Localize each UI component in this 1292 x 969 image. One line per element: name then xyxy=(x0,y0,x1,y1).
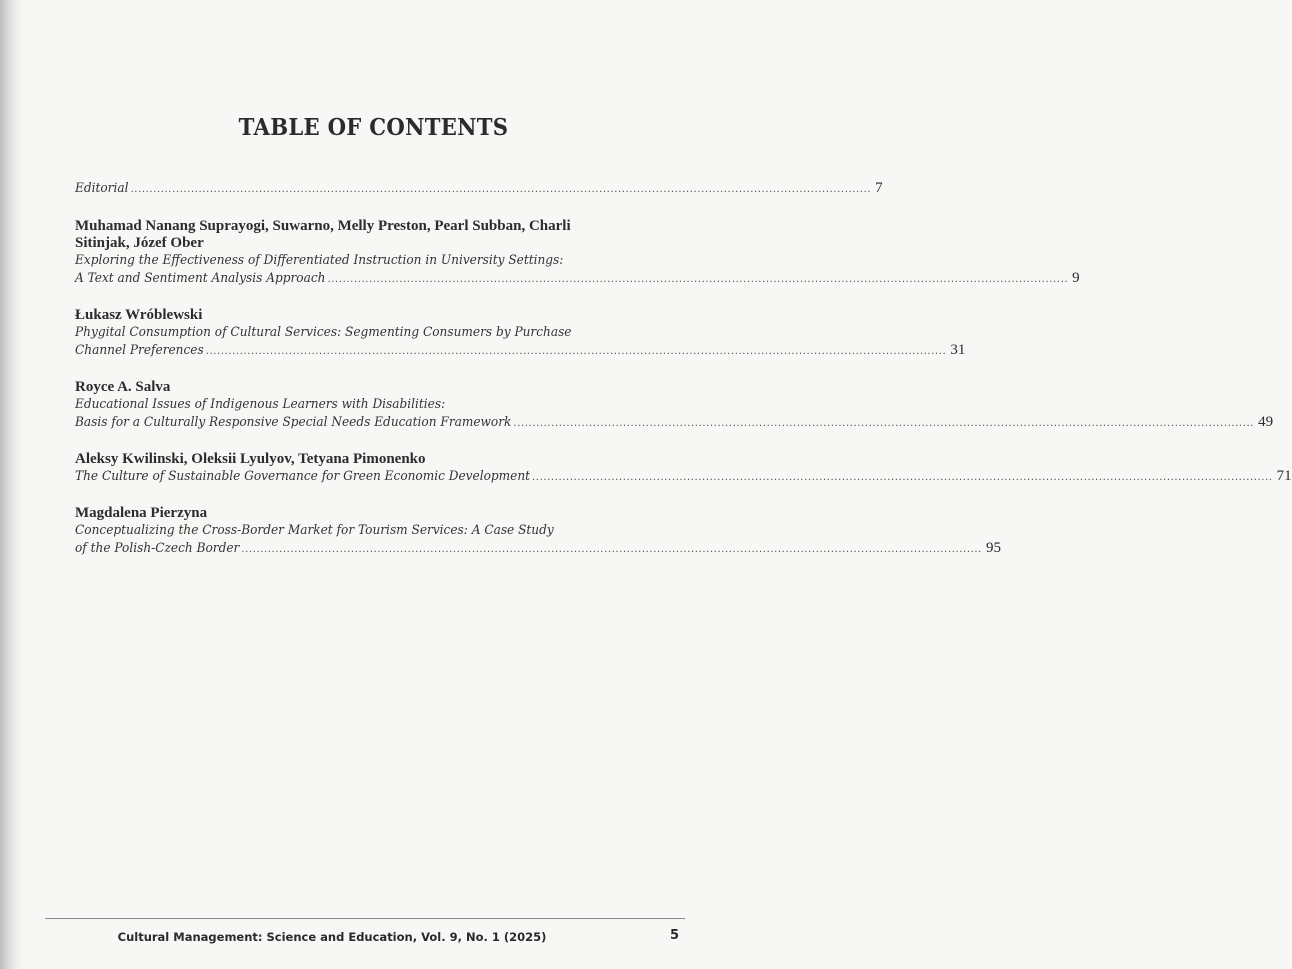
toc-page-number: 49 xyxy=(1258,414,1274,430)
toc-title-line: Exploring the Effectiveness of Differentiated Instruction in University Settings: xyxy=(75,253,564,268)
dot-leader: .................................................................................................................................................................................................... xyxy=(327,274,1069,285)
toc-authors: Muhamad Nanang Suprayogi, Suwarno, Melly Preston, Pearl Subban, Charli Sitinjak, Józef Ober xyxy=(75,218,571,251)
toc-page-number: 71 xyxy=(1276,468,1292,484)
toc-entry-editorial[interactable] xyxy=(75,180,883,198)
toc-authors: Aleksy Kwilinski, Oleksii Lyulyov, Tetyana Pimonenko xyxy=(75,451,426,467)
toc-entry-title: The Culture of Sustainable Governance for Green Economic Development xyxy=(75,469,531,484)
toc-entry-article[interactable] xyxy=(75,218,1080,288)
toc-authors: Magdalena Pierzyna xyxy=(75,505,208,521)
toc-entry-article[interactable] xyxy=(75,307,966,360)
footer-page-number: 5 xyxy=(669,928,679,943)
dot-leader: .................................................................................................................................................................................................... xyxy=(205,346,947,357)
table-of-contents xyxy=(75,180,1292,577)
toc-entry-title: Editorial xyxy=(75,181,129,196)
toc-entry-article[interactable] xyxy=(75,505,1001,558)
dot-leader: .................................................................................................................................................................................................... xyxy=(513,418,1255,429)
toc-page-number: 9 xyxy=(1072,270,1080,286)
toc-entry-title: A Text and Sentiment Analysis Approach xyxy=(75,271,326,286)
toc-entry-line xyxy=(75,270,1080,288)
toc-authors: Łukasz Wróblewski xyxy=(75,307,203,323)
toc-entry-title: Basis for a Culturally Responsive Special Needs Education Framework xyxy=(75,415,512,430)
toc-page-number: 7 xyxy=(875,180,883,196)
toc-title-line: Phygital Consumption of Cultural Services: Segmenting Consumers by Purchase xyxy=(75,325,572,340)
toc-entry-line xyxy=(75,342,966,360)
toc-title-line: Educational Issues of Indigenous Learners with Disabilities: xyxy=(75,397,446,412)
toc-page-number: 95 xyxy=(985,540,1001,556)
toc-entry-title: of the Polish-Czech Border xyxy=(75,541,240,556)
dot-leader: .................................................................................................................................................................................................... xyxy=(130,184,872,195)
dot-leader: .................................................................................................................................................................................................... xyxy=(532,472,1273,483)
toc-entry-line xyxy=(75,414,1274,432)
toc-entry-line xyxy=(75,540,1001,558)
toc-authors: Royce A. Salva xyxy=(75,379,171,395)
dot-leader: .................................................................................................................................................................................................... xyxy=(241,544,982,555)
toc-title-line: Conceptualizing the Cross-Border Market for Tourism Services: A Case Study xyxy=(75,523,554,538)
toc-entry-line xyxy=(75,468,1292,486)
toc-entry-title: Channel Preferences xyxy=(75,343,204,358)
toc-entry-article[interactable] xyxy=(75,379,1274,432)
toc-entry-article[interactable] xyxy=(75,451,1292,486)
toc-page-number: 31 xyxy=(950,342,966,358)
page-gutter-shadow xyxy=(0,0,22,969)
footer-divider xyxy=(45,918,685,919)
page-title: TABLE OF CONTENTS xyxy=(238,114,509,141)
footer-journal-citation: Cultural Management: Science and Education, Vol. 9, No. 1 (2025) xyxy=(117,930,547,944)
toc-entry-line xyxy=(75,180,883,198)
